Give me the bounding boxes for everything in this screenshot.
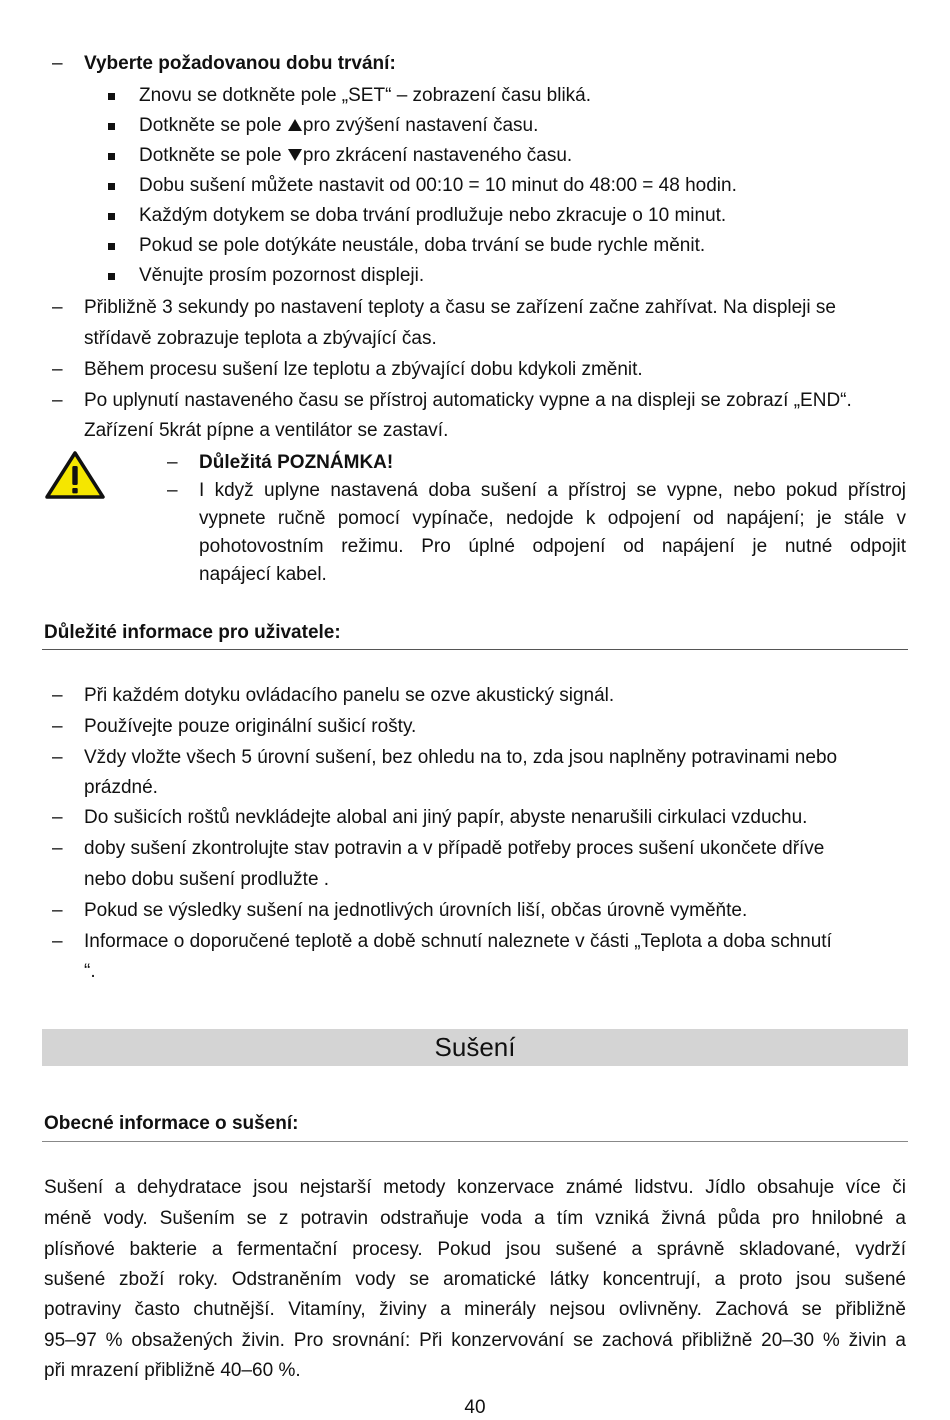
user-info-heading: Důležité informace pro uživatele: (44, 622, 341, 643)
page-number: 40 (464, 1397, 486, 1418)
square-bullet (108, 243, 115, 250)
bullet-text: pro zvýšení nastavení času. (302, 115, 539, 136)
dash-bullet (52, 386, 72, 416)
section-title: Sušení (434, 1032, 516, 1062)
note-line: pohotovostním režimu. Pro úplné odpojení od napájení je nutné odpojit (199, 536, 906, 557)
duration-heading: Vyberte požadovanou dobu trvání: (84, 53, 396, 74)
note-line: I když uplyne nastavená doba sušení a přístroj se vypne, nebo pokud přístroj (199, 480, 906, 501)
process-line: Přibližně 3 sekundy po nastavení teploty a času se zařízení začne zahřívat. Na displeji se (84, 297, 836, 318)
warning-icon (44, 450, 106, 500)
process-line: Po uplynutí nastaveného času se přístroj automaticky vypne a na displeji se zobrazí „END“. (84, 390, 852, 411)
dash-bullet (52, 834, 72, 864)
square-bullet (108, 153, 115, 160)
dash-bullet (52, 896, 72, 926)
list-item: Při každém dotyku ovládacího panelu se ozve akustický signál. (84, 685, 615, 706)
paragraph-line: Sušení a dehydratace jsou nejstarší metody konzervace známé lidstvu. Jídlo obsahuje více či (44, 1177, 906, 1198)
duration-bullet: Dobu sušení můžete nastavit od 00:10 = 10 minut do 48:00 = 48 hodin. (139, 175, 737, 196)
list-item: Vždy vložte všech 5 úrovní sušení, bez ohledu na to, zda jsou naplněny potravinami nebo (84, 747, 838, 768)
square-bullet (108, 123, 115, 130)
paragraph-line: 95–97 % obsažených živin. Pro srovnání: Při konzervování se zachová přibližně 20–30 % živin a (44, 1330, 906, 1351)
list-item: Pokud se výsledky sušení na jednotlivých úrovních liší, občas úrovně vyměňte. (84, 900, 748, 921)
list-item: Do sušicích roštů nevkládejte alobal ani jiný papír, abyste nenarušili cirkulaci vzduchu. (84, 807, 808, 828)
section-band (42, 1029, 908, 1066)
duration-bullet: Každým dotykem se doba trvání prodlužuje nebo zkracuje o 10 minut. (139, 205, 727, 226)
bullet-text: Dotkněte se pole (139, 145, 287, 166)
list-item: prázdné. (84, 777, 158, 798)
duration-bullet (139, 141, 572, 171)
note-line: napájecí kabel. (199, 564, 327, 585)
square-bullet (108, 213, 115, 220)
paragraph-line: plísňové bakterie a fermentační procesy. Pokud jsou sušené a správně skladované, vydrží (44, 1239, 906, 1260)
paragraph-line: méně vody. Sušením se z potravin odstraňuje voda a tím vzniká živná půda pro hnilobné a (44, 1208, 906, 1229)
process-line: střídavě zobrazuje teplota a zbývající čas. (84, 328, 437, 349)
dash-bullet (52, 681, 72, 711)
divider (42, 1141, 908, 1142)
divider (42, 649, 908, 650)
dash-bullet (52, 743, 72, 773)
square-bullet (108, 183, 115, 190)
note-title: Důležitá POZNÁMKA! (199, 452, 394, 473)
down-triangle-icon (287, 148, 303, 162)
duration-bullet (139, 111, 538, 141)
up-triangle-icon (287, 118, 303, 132)
dash-bullet (52, 355, 72, 385)
process-line: Během procesu sušení lze teplotu a zbývající dobu kdykoli změnit. (84, 359, 643, 380)
list-item: “. (84, 961, 96, 982)
dash-bullet (52, 712, 72, 742)
process-line: Zařízení 5krát pípne a ventilátor se zastaví. (84, 420, 449, 441)
dash-bullet (167, 476, 187, 506)
list-item: Informace o doporučené teplotě a době schnutí naleznete v části „Teplota a doba schnutí (84, 931, 832, 952)
dash-bullet (52, 803, 72, 833)
duration-bullet: Pokud se pole dotýkáte neustále, doba trvání se bude rychle měnit. (139, 235, 706, 256)
square-bullet (108, 273, 115, 280)
dash-bullet (52, 49, 72, 79)
dash-bullet (167, 448, 187, 478)
duration-bullet: Věnujte prosím pozornost displeji. (139, 265, 425, 286)
dash-bullet (52, 293, 72, 323)
square-bullet (108, 93, 115, 100)
list-item: doby sušení zkontrolujte stav potravin a v případě potřeby proces sušení ukončete dříve (84, 838, 825, 859)
bullet-text: pro zkrácení nastaveného času. (302, 145, 573, 166)
paragraph-line: potraviny často chutnější. Vitamíny, živiny a minerály nejsou ovlivněny. Zachová se přibližně (44, 1299, 906, 1320)
duration-bullet: Znovu se dotkněte pole „SET“ – zobrazení času bliká. (139, 85, 592, 106)
note-line: vypnete ručně pomocí vypínače, nedojde k odpojení od napájení; je stále v (199, 508, 906, 529)
list-item: Používejte pouze originální sušicí rošty. (84, 716, 417, 737)
list-item: nebo dobu sušení prodlužte . (84, 869, 330, 890)
section-subheading: Obecné informace o sušení: (44, 1113, 299, 1134)
bullet-text: Dotkněte se pole (139, 115, 287, 136)
paragraph-line: sušené zboží roky. Odstraněním vody se aromatické látky koncentrují, a proto jsou sušené (44, 1269, 906, 1290)
dash-bullet (52, 927, 72, 957)
paragraph-line: při mrazení přibližně 40–60 %. (44, 1360, 301, 1381)
